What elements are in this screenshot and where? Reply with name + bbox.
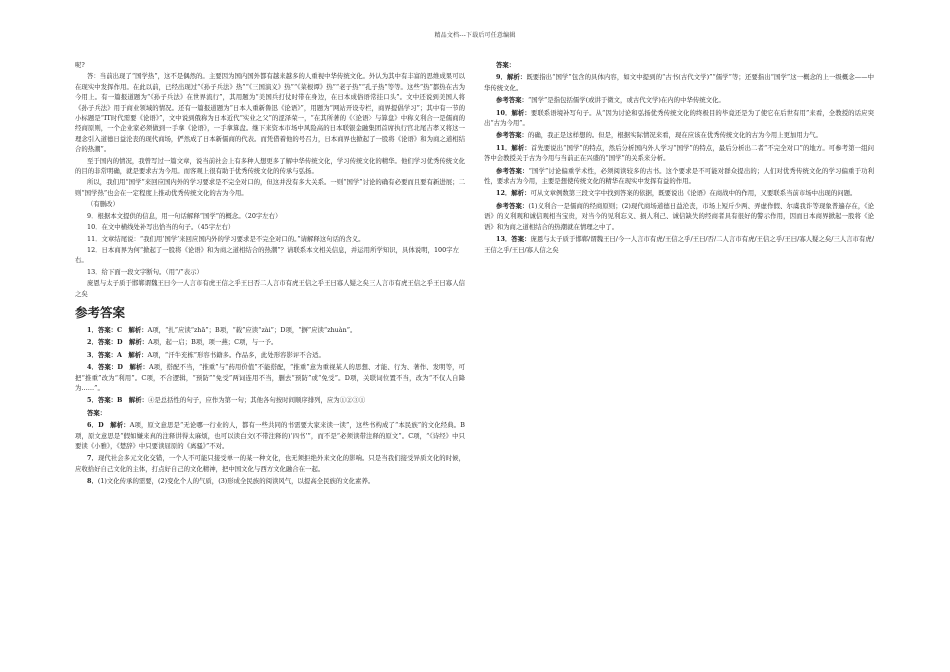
answer-item: [75, 395, 465, 405]
answer-text: 庞恩与太子质于邯郸/谓魏王曰/今一人言市有虎/王信之乎/王曰/否/二人言市有虎/王信之乎/王曰/寡人疑之矣/三人言市有虎/王信之乎/王曰/寡人信之矣: [484, 235, 874, 254]
answer-item: [75, 325, 465, 335]
answer-text: A项，“扎”应读“zhā”；B项，“载”应读“zài”；D项，“摒”应读“zhuàn”。: [147, 325, 357, 334]
answer-text: 既要指出“国学”包含的具体内容，如文中提到的“古书(古代文学)”“儒学”等；还要指出“国学”这一概念的上一级概念——中华传统文化。: [484, 73, 874, 92]
answer-item: [484, 130, 874, 140]
source-note: （有删改）: [87, 200, 119, 209]
answer-label: 3．答案：A 解析：: [87, 350, 148, 359]
answer-label: 参考答案：: [496, 131, 528, 140]
question-passage: 庞恩与太子质于邯郸谓魏王曰今一人言市有虎王信之乎王曰否二人言市有虎王信之乎王曰寡人疑之矣三人言市有虎王信之乎王曰寡人信之矣: [75, 279, 465, 298]
answer-label: 13．答案：: [496, 235, 531, 244]
question-item: 11．文章结尾说：“我们用‘国学’来回应国内外的学习要求是不完全对口的。”请解释这句话的含义。: [87, 234, 365, 243]
answer-item: [75, 476, 465, 486]
answer-list: [75, 325, 465, 487]
answer-text: 首先要说出“国学”的特点，然后分析国内外人学习“国学”的特点，最后分析出二者“不完全对口”的地方。可参考第一组问答中会教授关于古为今用与当前正在兴盛的“国学”的关系来分析。: [484, 143, 874, 163]
answer-label: 答案：: [87, 408, 107, 417]
answer-text: (1)义利合一是儒商的经商原则；(2)现代商场道德日益沦丧，市场上短斤少两、弄虚作假、尔虞我诈等现象普遍存在，《论语》的义利观和诚信观相当宝贵，对当今的见利忘义、损人利己、诚信缺失的经商者具有很好的警示作用，因而日本商界掀起一股将《论语》和为商之道相结合的热潮就在情理之中了。: [484, 201, 874, 231]
answer-label: 10．解析：: [496, 108, 531, 117]
answer-text: A项，搭配不当，“推重”与“药用价值”不能搭配，“推重”意为重视某人的思想、才能、行为、著作、发明等，可把“推重”改为“利用”。C项，不合逻辑，“预防”“免受”两词连用不当，删去“预防”或“免受”。D项，关联词位置不当，改为“不仅人自降为……”。: [75, 363, 465, 392]
page-header: 精品文档---下载后可任意编辑: [434, 32, 516, 39]
answer-text: 可从文章例数第三段文字中找到答案的依据，既要说出《论语》在商战中的作用，又要联系当前市场中出现的问题。: [530, 189, 857, 198]
answer-label: 参考答案：: [496, 166, 529, 175]
intro-paragraph: 呢?: [75, 61, 85, 69]
answer-text: A项，起一启；B项，项一燕；C项，与一予。: [148, 338, 278, 347]
answer-label: 2．答案：D 解析：: [87, 338, 149, 347]
answer-label: 8．: [87, 477, 98, 486]
answer-label: 11．解析：: [496, 143, 531, 152]
answer-item: [484, 201, 874, 232]
answer-label: 答案：: [496, 61, 516, 69]
answer-item: [75, 420, 465, 451]
answer-item: [75, 408, 465, 418]
question-item: 13．给下面一段文字断句。（用“/”表示）: [87, 267, 203, 276]
answer-text: 现代社会多元文化交错，一个人不可能只接受单一的某一种文化，也无须拒绝外来文化的影响。只是当我们接受异质文化的时候，应收拾好自己文化的主体，打点好自己的文化精神，把中国文化与西方文化融合在一起。: [75, 454, 465, 473]
question-list: [75, 211, 465, 299]
answer-item: [484, 234, 874, 255]
answer-text: ④是总括性的句子，应作为第一句；其他各句按时间顺序排列，应为①②③①: [147, 396, 366, 405]
answer-item: [484, 95, 874, 105]
answer-text: (1)文化传承的需要，(2)变化个人的气质，(3)形成全民族的阅读风气，以提高全民族的文化素养。: [97, 477, 375, 486]
intro-paragraph: 至于国内的情况，我曾写过一篇文章，说当前社会上有多种人想更多了解中华传统文化，学习传统文化的精华。他们学习优秀传统文化的目的非常明确，就是要求古为今用。而客观上很有助于优秀传统文化的传承与弘扬。: [75, 156, 465, 176]
answer-item: [75, 350, 465, 360]
answer-item: [484, 72, 874, 93]
answer-text: 要联系语境补写句子。从“因为讨论和弘扬优秀传统文化的终极目的毕竟还是为了使它在后世有用”来看，全教授的话应突出“古为今用”。: [484, 108, 874, 128]
intro-text: [75, 60, 465, 210]
answer-text: “国学”是指包括儒学(或讲于微文，或古代文学)在内的中华传统文化。: [527, 96, 725, 105]
answer-item: [484, 166, 874, 187]
answer-text: “国学”讨论偏重学术性，必须阅读较多的古书。这个要求是不可能对群众提出的；人们对优秀传统文化的学习偏重于功利性，要求古为今用，主要是想使传统文化的精华在现实中发挥有益的作用。: [484, 166, 874, 186]
answer-label: 参考答案：: [496, 96, 528, 105]
intro-paragraph: 答：当前出现了“国学热”，这不是偶然的。主要因为国内国外都有越来越多的人重视中华传统文化。外认为其中有丰富的思维成果可以在现实中发挥作用。在此以前，已经出现过“《孙子兵法》热”“《三国演义》热”“《菜根谭》热”“老子热”“孔子热”等等。这些“热”都热在古为今用上。有一篇报道题为“《孙子兵法》在世界流行”，其用题为“美国兵打仗时带在身边，在日本成俗语常挂口头”。文中还说到美国人将《孙子兵法》用于商业领域的情况。还有一篇报道题为“日本人重新鲁迅《论语》”，用题为“网站开设专栏，商界提倡学习”；其中有一节的小标题是“IT时代需要《论语》”，文中说到俄称为日本近代“实业之父”的涩泽荣一，“在其所著的《〈论语〉与算盘》中称义利合一是儒商的经商原则，一个企业家必须做到一手拿《论语》，一手拿算盘。继下来资本市场中风险高的日本联银金融集团首席执行官北尾吉孝又将这一理念引入道德日益沦丧的现代商场，俨然成了日本新儒商的代表。而凭借着他的号召力，日本商界也掀起了一股将《论语》和为商之道相结合的热潮”。: [75, 72, 465, 154]
answer-label: 12．解析：: [496, 189, 531, 198]
answers-heading: 参考答案: [75, 304, 126, 320]
answer-label: 1．答案：C 解析：: [87, 325, 148, 334]
answer-label: 7．: [87, 454, 98, 463]
answer-item: [484, 60, 874, 70]
answer-item: [75, 453, 465, 474]
answer-item: [484, 143, 874, 164]
answer-text: A项，原文意思是“无论哪一行业的人，都有一些共同的书需要大家来读一读”，这些书构成了“本民族”的文化经典。B项，原文意思是“假如嫌来真的注释讲得太麻烦，也可以读白文(不带注释的)‘四书’”，而不是“必须读带注释的原文”。C项，“《诗经》中只要读《小雅》，《楚辞》中只要读屈原的《离骚》”不对。: [75, 421, 465, 450]
right-column: [484, 60, 874, 257]
answer-label: 参考答案：: [496, 201, 529, 210]
answer-item: [484, 108, 874, 129]
intro-paragraph: 所以，我们用“国学”来回应国内外的学习要求是不完全对口的，但这并没有多大关系。一则“国学”讨论的确有必要而且要有新进展；二则“国学热”也会在一定程度上推动优秀传统文化的古为今用。: [75, 178, 465, 197]
question-item: 10．在文中横线处补写出恰当的句子。（45字左右）: [87, 223, 235, 232]
question-item: 9．根据本文提供的信息，用一句话解释“国学”的概念。（20字左右）: [87, 211, 282, 220]
answer-label: 4．答案：D 解析：: [87, 363, 149, 372]
answer-label: 5．答案：B 解析：: [87, 396, 148, 405]
answer-text: A项，“汗牛充栋”形容书籍多。作品多，此处形容影评不合适。: [147, 350, 325, 359]
left-column: [75, 60, 465, 489]
answer-item: [75, 362, 465, 393]
answer-item: [75, 337, 465, 347]
answer-item: [484, 188, 874, 198]
answer-text: 的确，我正是这样想的。但是，根据实际情况来看，现在应该在优秀传统文化的古为今用上更加用力气。: [527, 131, 822, 140]
answer-label: 6．D 解析：: [87, 421, 130, 430]
question-item: 12．日本商界为何“掀起了一股将《论语》和为商之道相结合的热潮”？请联系本文相关信息，并运用所学知识，具体说明，100字左右。: [75, 245, 459, 265]
answer-label: 9．解析：: [496, 73, 527, 82]
